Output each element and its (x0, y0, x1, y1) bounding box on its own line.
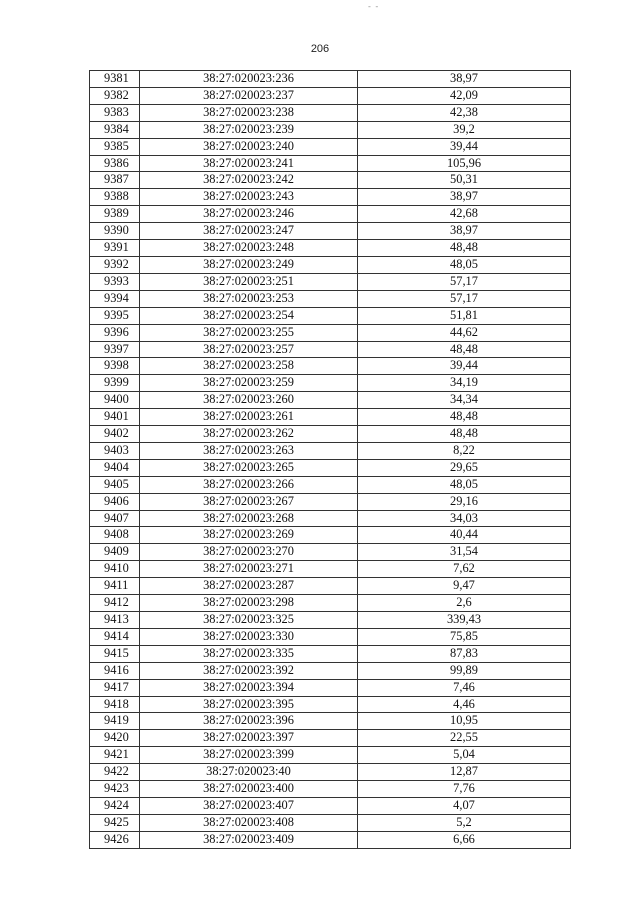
row-number-cell: 9419 (90, 713, 140, 730)
area-value-cell: 38,97 (358, 71, 571, 88)
table-row (90, 324, 571, 341)
row-number-cell: 9416 (90, 662, 140, 679)
cadastral-number-cell: 38:27:020023:335 (140, 645, 358, 662)
registry-table-body (90, 71, 571, 849)
row-number-cell: 9402 (90, 426, 140, 443)
row-number-cell: 9395 (90, 307, 140, 324)
row-number-cell: 9381 (90, 71, 140, 88)
row-number-cell: 9387 (90, 172, 140, 189)
row-number-cell: 9408 (90, 527, 140, 544)
table-row (90, 662, 571, 679)
row-number-cell: 9406 (90, 493, 140, 510)
cadastral-number-cell: 38:27:020023:249 (140, 256, 358, 273)
cadastral-number-cell: 38:27:020023:258 (140, 358, 358, 375)
row-number-cell: 9388 (90, 189, 140, 206)
row-number-cell: 9385 (90, 138, 140, 155)
cadastral-number-cell: 38:27:020023:269 (140, 527, 358, 544)
area-value-cell: 48,05 (358, 256, 571, 273)
cadastral-number-cell: 38:27:020023:260 (140, 392, 358, 409)
table-row (90, 206, 571, 223)
area-value-cell: 31,54 (358, 544, 571, 561)
table-row (90, 764, 571, 781)
cadastral-number-cell: 38:27:020023:236 (140, 71, 358, 88)
cadastral-registry-table (89, 70, 571, 849)
row-number-cell: 9382 (90, 87, 140, 104)
area-value-cell: 39,44 (358, 358, 571, 375)
area-value-cell: 105,96 (358, 155, 571, 172)
cadastral-number-cell: 38:27:020023:253 (140, 290, 358, 307)
cadastral-number-cell: 38:27:020023:243 (140, 189, 358, 206)
cadastral-number-cell: 38:27:020023:251 (140, 273, 358, 290)
table-row (90, 172, 571, 189)
area-value-cell: 38,97 (358, 223, 571, 240)
table-row (90, 87, 571, 104)
row-number-cell: 9421 (90, 747, 140, 764)
area-value-cell: 48,05 (358, 476, 571, 493)
row-number-cell: 9412 (90, 595, 140, 612)
row-number-cell: 9392 (90, 256, 140, 273)
row-number-cell: 9403 (90, 442, 140, 459)
row-number-cell: 9413 (90, 612, 140, 629)
table-row (90, 375, 571, 392)
table-row (90, 392, 571, 409)
table-row (90, 459, 571, 476)
row-number-cell: 9415 (90, 645, 140, 662)
table-row (90, 679, 571, 696)
cadastral-number-cell: 38:27:020023:270 (140, 544, 358, 561)
table-row (90, 442, 571, 459)
table-row (90, 781, 571, 798)
row-number-cell: 9420 (90, 730, 140, 747)
table-row (90, 104, 571, 121)
table-row (90, 696, 571, 713)
cadastral-number-cell: 38:27:020023:40 (140, 764, 358, 781)
area-value-cell: 51,81 (358, 307, 571, 324)
row-number-cell: 9417 (90, 679, 140, 696)
area-value-cell: 4,46 (358, 696, 571, 713)
cadastral-number-cell: 38:27:020023:238 (140, 104, 358, 121)
cadastral-number-cell: 38:27:020023:271 (140, 561, 358, 578)
area-value-cell: 99,89 (358, 662, 571, 679)
cadastral-number-cell: 38:27:020023:237 (140, 87, 358, 104)
table-row (90, 747, 571, 764)
cadastral-number-cell: 38:27:020023:395 (140, 696, 358, 713)
area-value-cell: 22,55 (358, 730, 571, 747)
table-row (90, 138, 571, 155)
area-value-cell: 57,17 (358, 273, 571, 290)
area-value-cell: 38,97 (358, 189, 571, 206)
row-number-cell: 9389 (90, 206, 140, 223)
cadastral-number-cell: 38:27:020023:248 (140, 240, 358, 257)
area-value-cell: 29,16 (358, 493, 571, 510)
area-value-cell: 7,62 (358, 561, 571, 578)
row-number-cell: 9394 (90, 290, 140, 307)
area-value-cell: 12,87 (358, 764, 571, 781)
row-number-cell: 9405 (90, 476, 140, 493)
cadastral-number-cell: 38:27:020023:246 (140, 206, 358, 223)
cadastral-number-cell: 38:27:020023:257 (140, 341, 358, 358)
table-row (90, 612, 571, 629)
table-row (90, 155, 571, 172)
row-number-cell: 9409 (90, 544, 140, 561)
row-number-cell: 9426 (90, 831, 140, 848)
table-row (90, 121, 571, 138)
cadastral-number-cell: 38:27:020023:399 (140, 747, 358, 764)
area-value-cell: 48,48 (358, 426, 571, 443)
cadastral-number-cell: 38:27:020023:287 (140, 578, 358, 595)
cadastral-number-cell: 38:27:020023:394 (140, 679, 358, 696)
row-number-cell: 9398 (90, 358, 140, 375)
cadastral-number-cell: 38:27:020023:392 (140, 662, 358, 679)
area-value-cell: 5,2 (358, 814, 571, 831)
table-row (90, 544, 571, 561)
table-row (90, 189, 571, 206)
cadastral-number-cell: 38:27:020023:396 (140, 713, 358, 730)
table-row (90, 595, 571, 612)
cadastral-number-cell: 38:27:020023:400 (140, 781, 358, 798)
cadastral-number-cell: 38:27:020023:254 (140, 307, 358, 324)
row-number-cell: 9404 (90, 459, 140, 476)
table-row (90, 256, 571, 273)
cadastral-number-cell: 38:27:020023:325 (140, 612, 358, 629)
area-value-cell: 57,17 (358, 290, 571, 307)
cadastral-number-cell: 38:27:020023:259 (140, 375, 358, 392)
table-row (90, 290, 571, 307)
row-number-cell: 9384 (90, 121, 140, 138)
row-number-cell: 9390 (90, 223, 140, 240)
area-value-cell: 2,6 (358, 595, 571, 612)
cadastral-number-cell: 38:27:020023:409 (140, 831, 358, 848)
row-number-cell: 9424 (90, 797, 140, 814)
row-number-cell: 9411 (90, 578, 140, 595)
cadastral-number-cell: 38:27:020023:407 (140, 797, 358, 814)
area-value-cell: 4,07 (358, 797, 571, 814)
area-value-cell: 42,38 (358, 104, 571, 121)
cadastral-number-cell: 38:27:020023:298 (140, 595, 358, 612)
cadastral-number-cell: 38:27:020023:267 (140, 493, 358, 510)
cadastral-number-cell: 38:27:020023:240 (140, 138, 358, 155)
table-row (90, 730, 571, 747)
table-row (90, 510, 571, 527)
area-value-cell: 42,09 (358, 87, 571, 104)
table-row (90, 273, 571, 290)
table-row (90, 307, 571, 324)
area-value-cell: 34,19 (358, 375, 571, 392)
cadastral-number-cell: 38:27:020023:263 (140, 442, 358, 459)
cadastral-number-cell: 38:27:020023:397 (140, 730, 358, 747)
table-row (90, 578, 571, 595)
table-row (90, 527, 571, 544)
cadastral-number-cell: 38:27:020023:268 (140, 510, 358, 527)
table-row (90, 409, 571, 426)
area-value-cell: 75,85 (358, 628, 571, 645)
row-number-cell: 9396 (90, 324, 140, 341)
row-number-cell: 9418 (90, 696, 140, 713)
area-value-cell: 39,44 (358, 138, 571, 155)
table-row (90, 426, 571, 443)
table-row (90, 561, 571, 578)
area-value-cell: 339,43 (358, 612, 571, 629)
cadastral-number-cell: 38:27:020023:239 (140, 121, 358, 138)
area-value-cell: 7,46 (358, 679, 571, 696)
area-value-cell: 10,95 (358, 713, 571, 730)
area-value-cell: 7,76 (358, 781, 571, 798)
area-value-cell: 44,62 (358, 324, 571, 341)
row-number-cell: 9393 (90, 273, 140, 290)
table-row (90, 476, 571, 493)
area-value-cell: 8,22 (358, 442, 571, 459)
area-value-cell: 9,47 (358, 578, 571, 595)
table-row (90, 831, 571, 848)
area-value-cell: 87,83 (358, 645, 571, 662)
cadastral-number-cell: 38:27:020023:247 (140, 223, 358, 240)
area-value-cell: 48,48 (358, 341, 571, 358)
row-number-cell: 9422 (90, 764, 140, 781)
area-value-cell: 29,65 (358, 459, 571, 476)
table-row (90, 645, 571, 662)
scan-artifact-mark: - - (368, 2, 380, 11)
area-value-cell: 34,34 (358, 392, 571, 409)
table-row (90, 797, 571, 814)
table-row (90, 358, 571, 375)
table-row (90, 240, 571, 257)
cadastral-number-cell: 38:27:020023:266 (140, 476, 358, 493)
table-row (90, 71, 571, 88)
table-row (90, 814, 571, 831)
row-number-cell: 9407 (90, 510, 140, 527)
row-number-cell: 9399 (90, 375, 140, 392)
area-value-cell: 50,31 (358, 172, 571, 189)
row-number-cell: 9400 (90, 392, 140, 409)
area-value-cell: 40,44 (358, 527, 571, 544)
table-row (90, 493, 571, 510)
table-row (90, 713, 571, 730)
row-number-cell: 9397 (90, 341, 140, 358)
area-value-cell: 34,03 (358, 510, 571, 527)
row-number-cell: 9425 (90, 814, 140, 831)
area-value-cell: 48,48 (358, 240, 571, 257)
table-row (90, 223, 571, 240)
row-number-cell: 9423 (90, 781, 140, 798)
cadastral-number-cell: 38:27:020023:241 (140, 155, 358, 172)
table-row (90, 341, 571, 358)
area-value-cell: 6,66 (358, 831, 571, 848)
row-number-cell: 9414 (90, 628, 140, 645)
cadastral-number-cell: 38:27:020023:408 (140, 814, 358, 831)
row-number-cell: 9386 (90, 155, 140, 172)
area-value-cell: 48,48 (358, 409, 571, 426)
cadastral-number-cell: 38:27:020023:262 (140, 426, 358, 443)
row-number-cell: 9410 (90, 561, 140, 578)
table-row (90, 628, 571, 645)
row-number-cell: 9391 (90, 240, 140, 257)
cadastral-number-cell: 38:27:020023:265 (140, 459, 358, 476)
area-value-cell: 42,68 (358, 206, 571, 223)
cadastral-number-cell: 38:27:020023:261 (140, 409, 358, 426)
row-number-cell: 9383 (90, 104, 140, 121)
page-number: 206 (310, 43, 330, 55)
cadastral-number-cell: 38:27:020023:255 (140, 324, 358, 341)
area-value-cell: 5,04 (358, 747, 571, 764)
area-value-cell: 39,2 (358, 121, 571, 138)
cadastral-number-cell: 38:27:020023:330 (140, 628, 358, 645)
cadastral-number-cell: 38:27:020023:242 (140, 172, 358, 189)
row-number-cell: 9401 (90, 409, 140, 426)
